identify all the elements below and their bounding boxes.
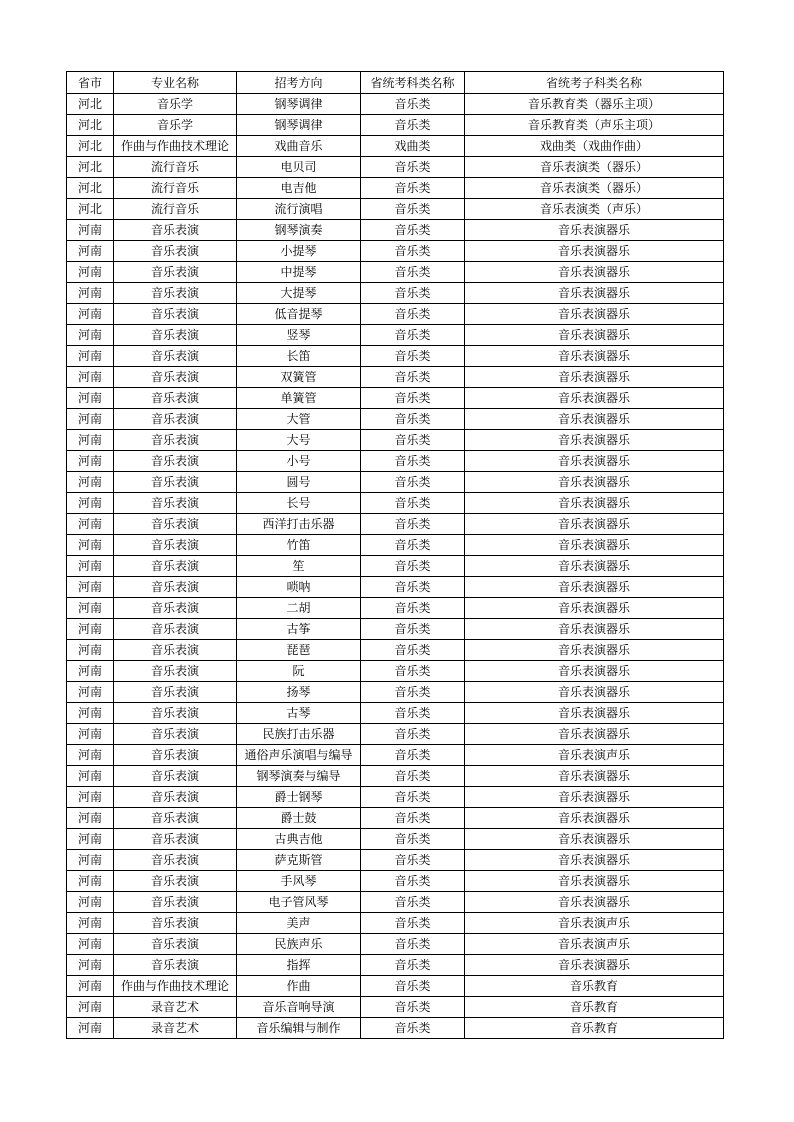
- cell-category: 音乐类: [361, 724, 465, 745]
- table-row: [67, 1018, 724, 1039]
- table-row: [67, 640, 724, 661]
- cell-subcategory: 音乐表演器乐: [465, 262, 724, 283]
- cell-category: 音乐类: [361, 325, 465, 346]
- cell-province: 河南: [67, 388, 114, 409]
- cell-province: 河南: [67, 997, 114, 1018]
- cell-subcategory: 音乐表演器乐: [465, 787, 724, 808]
- cell-major: 音乐表演: [114, 283, 237, 304]
- cell-direction: 电子管风琴: [237, 892, 361, 913]
- cell-direction: 美声: [237, 913, 361, 934]
- cell-province: 河南: [67, 262, 114, 283]
- cell-province: 河南: [67, 409, 114, 430]
- cell-subcategory: 音乐表演器乐: [465, 892, 724, 913]
- cell-category: 音乐类: [361, 703, 465, 724]
- cell-direction: 低音提琴: [237, 304, 361, 325]
- table-row: [67, 556, 724, 577]
- cell-subcategory: 音乐表演器乐: [465, 493, 724, 514]
- table-row: [67, 661, 724, 682]
- table-row: [67, 199, 724, 220]
- cell-category: 音乐类: [361, 304, 465, 325]
- table-row: [67, 346, 724, 367]
- table-row: [67, 409, 724, 430]
- cell-category: 音乐类: [361, 241, 465, 262]
- table-row: [67, 472, 724, 493]
- cell-subcategory: 音乐表演类（器乐）: [465, 178, 724, 199]
- header-major: 专业名称: [114, 72, 237, 94]
- cell-category: 音乐类: [361, 640, 465, 661]
- cell-subcategory: 音乐表演器乐: [465, 871, 724, 892]
- cell-subcategory: 音乐表演器乐: [465, 640, 724, 661]
- cell-province: 河北: [67, 178, 114, 199]
- cell-subcategory: 音乐表演器乐: [465, 325, 724, 346]
- cell-category: 音乐类: [361, 871, 465, 892]
- cell-subcategory: 音乐表演声乐: [465, 934, 724, 955]
- cell-major: 音乐表演: [114, 388, 237, 409]
- cell-major: 音乐表演: [114, 955, 237, 976]
- cell-subcategory: 音乐表演器乐: [465, 829, 724, 850]
- table-row: [67, 766, 724, 787]
- cell-major: 音乐表演: [114, 241, 237, 262]
- cell-subcategory: 音乐表演器乐: [465, 283, 724, 304]
- table-row: [67, 808, 724, 829]
- cell-direction: 手风琴: [237, 871, 361, 892]
- cell-province: 河南: [67, 913, 114, 934]
- table-row: [67, 787, 724, 808]
- cell-category: 音乐类: [361, 514, 465, 535]
- cell-major: 音乐表演: [114, 661, 237, 682]
- cell-direction: 钢琴调律: [237, 115, 361, 136]
- cell-major: 音乐表演: [114, 703, 237, 724]
- cell-subcategory: 音乐表演器乐: [465, 409, 724, 430]
- table-row: [67, 724, 724, 745]
- cell-direction: 古琴: [237, 703, 361, 724]
- cell-major: 录音艺术: [114, 997, 237, 1018]
- cell-category: 音乐类: [361, 913, 465, 934]
- header-row: [67, 72, 724, 94]
- cell-direction: 作曲: [237, 976, 361, 997]
- table-row: [67, 115, 724, 136]
- cell-category: 音乐类: [361, 409, 465, 430]
- cell-province: 河南: [67, 829, 114, 850]
- cell-major: 音乐表演: [114, 913, 237, 934]
- cell-major: 音乐表演: [114, 409, 237, 430]
- cell-direction: 民族声乐: [237, 934, 361, 955]
- cell-category: 音乐类: [361, 178, 465, 199]
- cell-direction: 爵士钢琴: [237, 787, 361, 808]
- cell-major: 音乐表演: [114, 808, 237, 829]
- cell-subcategory: 音乐表演器乐: [465, 241, 724, 262]
- table-row: [67, 262, 724, 283]
- cell-category: 音乐类: [361, 262, 465, 283]
- table-row: [67, 325, 724, 346]
- header-category: 省统考科类名称: [361, 72, 465, 94]
- cell-direction: 西洋打击乐器: [237, 514, 361, 535]
- cell-direction: 音乐音响导演: [237, 997, 361, 1018]
- cell-major: 音乐学: [114, 115, 237, 136]
- table-row: [67, 577, 724, 598]
- cell-category: 音乐类: [361, 808, 465, 829]
- cell-direction: 通俗声乐演唱与编导: [237, 745, 361, 766]
- table-row: [67, 934, 724, 955]
- cell-direction: 中提琴: [237, 262, 361, 283]
- cell-major: 音乐表演: [114, 745, 237, 766]
- cell-direction: 扬琴: [237, 682, 361, 703]
- cell-category: 音乐类: [361, 388, 465, 409]
- header-direction: 招考方向: [237, 72, 361, 94]
- cell-direction: 唢呐: [237, 577, 361, 598]
- cell-category: 音乐类: [361, 220, 465, 241]
- cell-direction: 竹笛: [237, 535, 361, 556]
- cell-category: 音乐类: [361, 346, 465, 367]
- cell-direction: 钢琴演奏: [237, 220, 361, 241]
- cell-category: 音乐类: [361, 850, 465, 871]
- cell-direction: 大号: [237, 430, 361, 451]
- cell-major: 音乐表演: [114, 682, 237, 703]
- cell-category: 音乐类: [361, 577, 465, 598]
- cell-subcategory: 音乐教育: [465, 1018, 724, 1039]
- cell-province: 河南: [67, 493, 114, 514]
- cell-province: 河北: [67, 157, 114, 178]
- cell-direction: 大管: [237, 409, 361, 430]
- cell-major: 音乐表演: [114, 934, 237, 955]
- cell-subcategory: 音乐表演器乐: [465, 220, 724, 241]
- cell-subcategory: 音乐教育类（器乐主项）: [465, 94, 724, 115]
- cell-direction: 民族打击乐器: [237, 724, 361, 745]
- cell-major: 音乐表演: [114, 262, 237, 283]
- cell-subcategory: 音乐表演器乐: [465, 619, 724, 640]
- cell-major: 音乐表演: [114, 304, 237, 325]
- cell-major: 音乐表演: [114, 766, 237, 787]
- cell-category: 戏曲类: [361, 136, 465, 157]
- cell-province: 河南: [67, 367, 114, 388]
- cell-major: 音乐学: [114, 94, 237, 115]
- cell-subcategory: 音乐表演器乐: [465, 766, 724, 787]
- cell-subcategory: 音乐表演器乐: [465, 451, 724, 472]
- cell-category: 音乐类: [361, 976, 465, 997]
- cell-subcategory: 音乐表演器乐: [465, 430, 724, 451]
- cell-subcategory: 戏曲类（戏曲作曲）: [465, 136, 724, 157]
- cell-category: 音乐类: [361, 430, 465, 451]
- cell-province: 河南: [67, 787, 114, 808]
- cell-province: 河南: [67, 850, 114, 871]
- cell-major: 音乐表演: [114, 430, 237, 451]
- table-row: [67, 304, 724, 325]
- table-row: [67, 220, 724, 241]
- cell-subcategory: 音乐教育: [465, 976, 724, 997]
- table-row: [67, 430, 724, 451]
- cell-category: 音乐类: [361, 892, 465, 913]
- cell-major: 音乐表演: [114, 892, 237, 913]
- cell-major: 音乐表演: [114, 577, 237, 598]
- cell-province: 河南: [67, 220, 114, 241]
- cell-category: 音乐类: [361, 367, 465, 388]
- cell-direction: 钢琴调律: [237, 94, 361, 115]
- cell-direction: 阮: [237, 661, 361, 682]
- cell-category: 音乐类: [361, 535, 465, 556]
- cell-direction: 爵士鼓: [237, 808, 361, 829]
- cell-province: 河南: [67, 619, 114, 640]
- cell-direction: 竖琴: [237, 325, 361, 346]
- cell-direction: 流行演唱: [237, 199, 361, 220]
- cell-major: 作曲与作曲技术理论: [114, 136, 237, 157]
- cell-major: 音乐表演: [114, 829, 237, 850]
- cell-subcategory: 音乐表演器乐: [465, 598, 724, 619]
- cell-direction: 音乐编辑与制作: [237, 1018, 361, 1039]
- table-row: [67, 892, 724, 913]
- table-row: [67, 745, 724, 766]
- cell-subcategory: 音乐表演器乐: [465, 346, 724, 367]
- cell-subcategory: 音乐表演器乐: [465, 472, 724, 493]
- table-row: [67, 955, 724, 976]
- table-row: [67, 157, 724, 178]
- cell-subcategory: 音乐表演器乐: [465, 577, 724, 598]
- cell-major: 音乐表演: [114, 535, 237, 556]
- cell-province: 河南: [67, 451, 114, 472]
- cell-province: 河南: [67, 535, 114, 556]
- cell-major: 音乐表演: [114, 871, 237, 892]
- table-row: [67, 829, 724, 850]
- cell-major: 音乐表演: [114, 346, 237, 367]
- cell-direction: 笙: [237, 556, 361, 577]
- cell-province: 河北: [67, 199, 114, 220]
- table-row: [67, 703, 724, 724]
- cell-subcategory: 音乐表演器乐: [465, 556, 724, 577]
- cell-province: 河南: [67, 724, 114, 745]
- table-row: [67, 514, 724, 535]
- table-row: [67, 682, 724, 703]
- cell-province: 河南: [67, 703, 114, 724]
- cell-category: 音乐类: [361, 787, 465, 808]
- cell-direction: 圆号: [237, 472, 361, 493]
- cell-province: 河南: [67, 325, 114, 346]
- cell-direction: 古典吉他: [237, 829, 361, 850]
- cell-province: 河南: [67, 472, 114, 493]
- cell-province: 河北: [67, 115, 114, 136]
- cell-subcategory: 音乐表演声乐: [465, 745, 724, 766]
- cell-major: 音乐表演: [114, 724, 237, 745]
- cell-province: 河南: [67, 934, 114, 955]
- cell-province: 河南: [67, 955, 114, 976]
- cell-direction: 大提琴: [237, 283, 361, 304]
- cell-province: 河南: [67, 283, 114, 304]
- cell-subcategory: 音乐表演类（器乐）: [465, 157, 724, 178]
- table-row: [67, 598, 724, 619]
- cell-category: 音乐类: [361, 997, 465, 1018]
- cell-major: 音乐表演: [114, 472, 237, 493]
- table-row: [67, 388, 724, 409]
- cell-direction: 琵琶: [237, 640, 361, 661]
- cell-province: 河北: [67, 94, 114, 115]
- cell-major: 音乐表演: [114, 640, 237, 661]
- cell-direction: 电吉他: [237, 178, 361, 199]
- table-row: [67, 535, 724, 556]
- header-subcategory: 省统考子科类名称: [465, 72, 724, 94]
- cell-direction: 古筝: [237, 619, 361, 640]
- cell-province: 河南: [67, 808, 114, 829]
- cell-direction: 指挥: [237, 955, 361, 976]
- cell-major: 音乐表演: [114, 220, 237, 241]
- cell-category: 音乐类: [361, 661, 465, 682]
- cell-subcategory: 音乐表演器乐: [465, 703, 724, 724]
- cell-major: 流行音乐: [114, 157, 237, 178]
- table-row: [67, 913, 724, 934]
- table-body: [67, 94, 724, 1039]
- cell-province: 河南: [67, 682, 114, 703]
- cell-subcategory: 音乐表演器乐: [465, 535, 724, 556]
- cell-direction: 长号: [237, 493, 361, 514]
- cell-direction: 长笛: [237, 346, 361, 367]
- table-row: [67, 619, 724, 640]
- cell-province: 河南: [67, 304, 114, 325]
- cell-category: 音乐类: [361, 934, 465, 955]
- cell-province: 河南: [67, 598, 114, 619]
- cell-major: 音乐表演: [114, 598, 237, 619]
- cell-subcategory: 音乐教育类（声乐主项）: [465, 115, 724, 136]
- admissions-table: [66, 71, 724, 1039]
- cell-major: 音乐表演: [114, 619, 237, 640]
- cell-subcategory: 音乐表演器乐: [465, 388, 724, 409]
- cell-province: 河南: [67, 346, 114, 367]
- cell-category: 音乐类: [361, 283, 465, 304]
- cell-subcategory: 音乐表演器乐: [465, 955, 724, 976]
- cell-subcategory: 音乐表演器乐: [465, 367, 724, 388]
- cell-category: 音乐类: [361, 556, 465, 577]
- table-row: [67, 367, 724, 388]
- cell-major: 音乐表演: [114, 325, 237, 346]
- table-row: [67, 850, 724, 871]
- cell-subcategory: 音乐表演器乐: [465, 850, 724, 871]
- cell-province: 河南: [67, 514, 114, 535]
- cell-category: 音乐类: [361, 199, 465, 220]
- cell-category: 音乐类: [361, 157, 465, 178]
- cell-category: 音乐类: [361, 451, 465, 472]
- header-province: 省市: [67, 72, 114, 94]
- table-row: [67, 136, 724, 157]
- cell-major: 音乐表演: [114, 556, 237, 577]
- cell-major: 音乐表演: [114, 451, 237, 472]
- table-row: [67, 451, 724, 472]
- table-row: [67, 241, 724, 262]
- cell-province: 河南: [67, 871, 114, 892]
- table-row: [67, 94, 724, 115]
- cell-category: 音乐类: [361, 745, 465, 766]
- cell-province: 河南: [67, 1018, 114, 1039]
- cell-subcategory: 音乐表演器乐: [465, 661, 724, 682]
- cell-category: 音乐类: [361, 619, 465, 640]
- cell-direction: 戏曲音乐: [237, 136, 361, 157]
- cell-major: 音乐表演: [114, 787, 237, 808]
- cell-direction: 双簧管: [237, 367, 361, 388]
- table-row: [67, 493, 724, 514]
- cell-province: 河南: [67, 640, 114, 661]
- cell-direction: 萨克斯管: [237, 850, 361, 871]
- cell-category: 音乐类: [361, 1018, 465, 1039]
- cell-province: 河南: [67, 577, 114, 598]
- cell-category: 音乐类: [361, 829, 465, 850]
- cell-direction: 小提琴: [237, 241, 361, 262]
- cell-province: 河南: [67, 745, 114, 766]
- cell-category: 音乐类: [361, 94, 465, 115]
- table-row: [67, 871, 724, 892]
- cell-province: 河南: [67, 661, 114, 682]
- table-row: [67, 283, 724, 304]
- cell-major: 音乐表演: [114, 367, 237, 388]
- cell-province: 河南: [67, 241, 114, 262]
- cell-province: 河南: [67, 556, 114, 577]
- cell-category: 音乐类: [361, 766, 465, 787]
- table-row: [67, 976, 724, 997]
- cell-category: 音乐类: [361, 955, 465, 976]
- cell-major: 音乐表演: [114, 850, 237, 871]
- cell-major: 音乐表演: [114, 514, 237, 535]
- cell-subcategory: 音乐表演器乐: [465, 808, 724, 829]
- table-row: [67, 178, 724, 199]
- cell-direction: 钢琴演奏与编导: [237, 766, 361, 787]
- cell-category: 音乐类: [361, 682, 465, 703]
- cell-province: 河南: [67, 766, 114, 787]
- cell-province: 河南: [67, 430, 114, 451]
- cell-subcategory: 音乐表演声乐: [465, 913, 724, 934]
- cell-direction: 二胡: [237, 598, 361, 619]
- cell-direction: 小号: [237, 451, 361, 472]
- table-row: [67, 997, 724, 1018]
- cell-major: 音乐表演: [114, 493, 237, 514]
- cell-subcategory: 音乐表演器乐: [465, 514, 724, 535]
- cell-province: 河北: [67, 136, 114, 157]
- cell-direction: 单簧管: [237, 388, 361, 409]
- cell-direction: 电贝司: [237, 157, 361, 178]
- cell-subcategory: 音乐表演器乐: [465, 304, 724, 325]
- cell-province: 河南: [67, 892, 114, 913]
- cell-category: 音乐类: [361, 115, 465, 136]
- cell-subcategory: 音乐教育: [465, 997, 724, 1018]
- cell-province: 河南: [67, 976, 114, 997]
- cell-subcategory: 音乐表演类（声乐）: [465, 199, 724, 220]
- cell-category: 音乐类: [361, 472, 465, 493]
- cell-subcategory: 音乐表演器乐: [465, 724, 724, 745]
- cell-major: 流行音乐: [114, 178, 237, 199]
- cell-category: 音乐类: [361, 493, 465, 514]
- cell-major: 录音艺术: [114, 1018, 237, 1039]
- cell-category: 音乐类: [361, 598, 465, 619]
- cell-major: 流行音乐: [114, 199, 237, 220]
- cell-subcategory: 音乐表演器乐: [465, 682, 724, 703]
- cell-major: 作曲与作曲技术理论: [114, 976, 237, 997]
